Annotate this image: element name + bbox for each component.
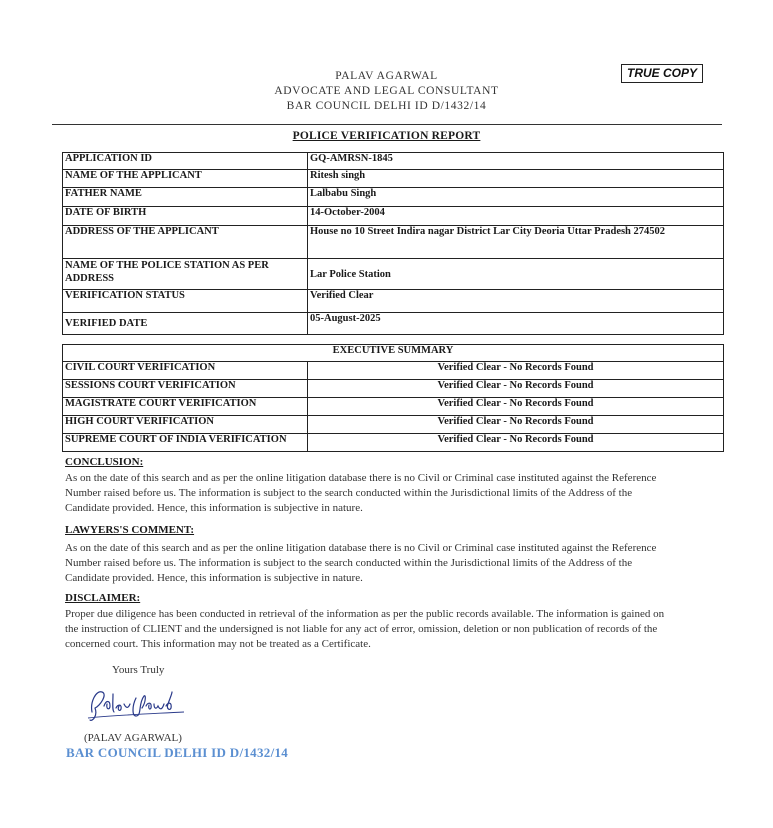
summary-value: Verified Clear - No Records Found xyxy=(308,362,724,380)
signatory-name: (PALAV AGARWAL) xyxy=(84,732,182,744)
summary-value: Verified Clear - No Records Found xyxy=(308,416,724,434)
summary-heading: EXECUTIVE SUMMARY xyxy=(63,345,724,362)
detail-value: Lar Police Station xyxy=(308,259,724,290)
detail-value: House no 10 Street Indira nagar District Lar City Deoria Uttar Pradesh 274502 xyxy=(308,226,724,259)
detail-value: Ritesh singh xyxy=(308,170,724,188)
detail-label: NAME OF THE POLICE STATION AS PER ADDRESS xyxy=(63,259,308,290)
summary-label: HIGH COURT VERIFICATION xyxy=(63,416,308,434)
signature-icon xyxy=(86,682,186,724)
text-line: As on the date of this search and as per the online litigation database there is no Civil or Criminal case instituted against the Reference xyxy=(65,542,657,554)
table-row xyxy=(63,362,724,380)
table-row xyxy=(63,207,724,226)
summary-value: Verified Clear - No Records Found xyxy=(308,398,724,416)
detail-value: Lalbabu Singh xyxy=(308,188,724,207)
summary-value: Verified Clear - No Records Found xyxy=(308,380,724,398)
conclusion-heading: CONCLUSION: xyxy=(65,456,144,468)
detail-label: APPLICATION ID xyxy=(63,153,308,170)
closing-salutation: Yours Truly xyxy=(112,664,165,676)
detail-value: 14-October-2004 xyxy=(308,207,724,226)
summary-label: SUPREME COURT OF INDIA VERIFICATION xyxy=(63,434,308,452)
detail-value: 05-August-2025 xyxy=(308,313,724,335)
executive-summary-table xyxy=(62,344,724,452)
text-line: Candidate provided. Hence, this information is subjective in nature. xyxy=(65,502,363,514)
detail-label: FATHER NAME xyxy=(63,188,308,207)
detail-value: GQ-AMRSN-1845 xyxy=(308,153,724,170)
detail-value: Verified Clear xyxy=(308,290,724,313)
text-line: Number raised before us. The information is subject to the search conducted within the Jurisdictional limits of the Address of the xyxy=(65,487,633,499)
header-name: PALAV AGARWAL xyxy=(335,70,438,82)
table-row xyxy=(63,170,724,188)
report-title: POLICE VERIFICATION REPORT xyxy=(292,130,481,142)
table-row xyxy=(63,188,724,207)
table-row xyxy=(63,259,724,290)
detail-label: ADDRESS OF THE APPLICANT xyxy=(63,226,308,259)
summary-value: Verified Clear - No Records Found xyxy=(308,434,724,452)
table-row xyxy=(63,345,724,362)
true-copy-stamp: TRUE COPY xyxy=(621,64,703,83)
summary-label: CIVIL COURT VERIFICATION xyxy=(63,362,308,380)
detail-label: VERIFICATION STATUS xyxy=(63,290,308,313)
conclusion-text xyxy=(65,471,720,516)
summary-label: SESSIONS COURT VERIFICATION xyxy=(63,380,308,398)
table-row xyxy=(63,290,724,313)
detail-label: DATE OF BIRTH xyxy=(63,207,308,226)
lawyers-comment-heading: LAWYERS'S COMMENT: xyxy=(65,524,195,536)
header-profession: ADVOCATE AND LEGAL CONSULTANT xyxy=(274,85,499,97)
disclaimer-heading: DISCLAIMER: xyxy=(65,592,141,604)
detail-label: VERIFIED DATE xyxy=(63,313,308,335)
text-line: concerned court. This information may not be treated as a Certificate. xyxy=(65,638,371,650)
table-row xyxy=(63,313,724,335)
header-bar-id: BAR COUNCIL DELHI ID D/1432/14 xyxy=(286,100,487,112)
closing-bar-id: BAR COUNCIL DELHI ID D/1432/14 xyxy=(66,745,289,760)
text-line: the instruction of CLIENT and the undersigned is not liable for any act of error, omission, deletion or non publication of records of the xyxy=(65,623,658,635)
applicant-details-table xyxy=(62,152,724,335)
table-row xyxy=(63,226,724,259)
table-row xyxy=(63,153,724,170)
table-row xyxy=(63,416,724,434)
text-line: Number raised before us. The information is subject to the search conducted within the Jurisdictional limits of the Address of the xyxy=(65,557,633,569)
disclaimer-text xyxy=(65,607,720,652)
text-line: Proper due diligence has been conducted in retrieval of the information as per the public records available. The information is gained on xyxy=(65,608,665,620)
table-row xyxy=(63,398,724,416)
table-row xyxy=(63,380,724,398)
detail-label: NAME OF THE APPLICANT xyxy=(63,170,308,188)
text-line: As on the date of this search and as per the online litigation database there is no Civil or Criminal case instituted against the Reference xyxy=(65,472,657,484)
summary-label: MAGISTRATE COURT VERIFICATION xyxy=(63,398,308,416)
text-line: Candidate provided. Hence, this information is subjective in nature. xyxy=(65,572,363,584)
lawyers-comment-text xyxy=(65,541,720,586)
header-divider xyxy=(52,124,722,125)
table-row xyxy=(63,434,724,452)
